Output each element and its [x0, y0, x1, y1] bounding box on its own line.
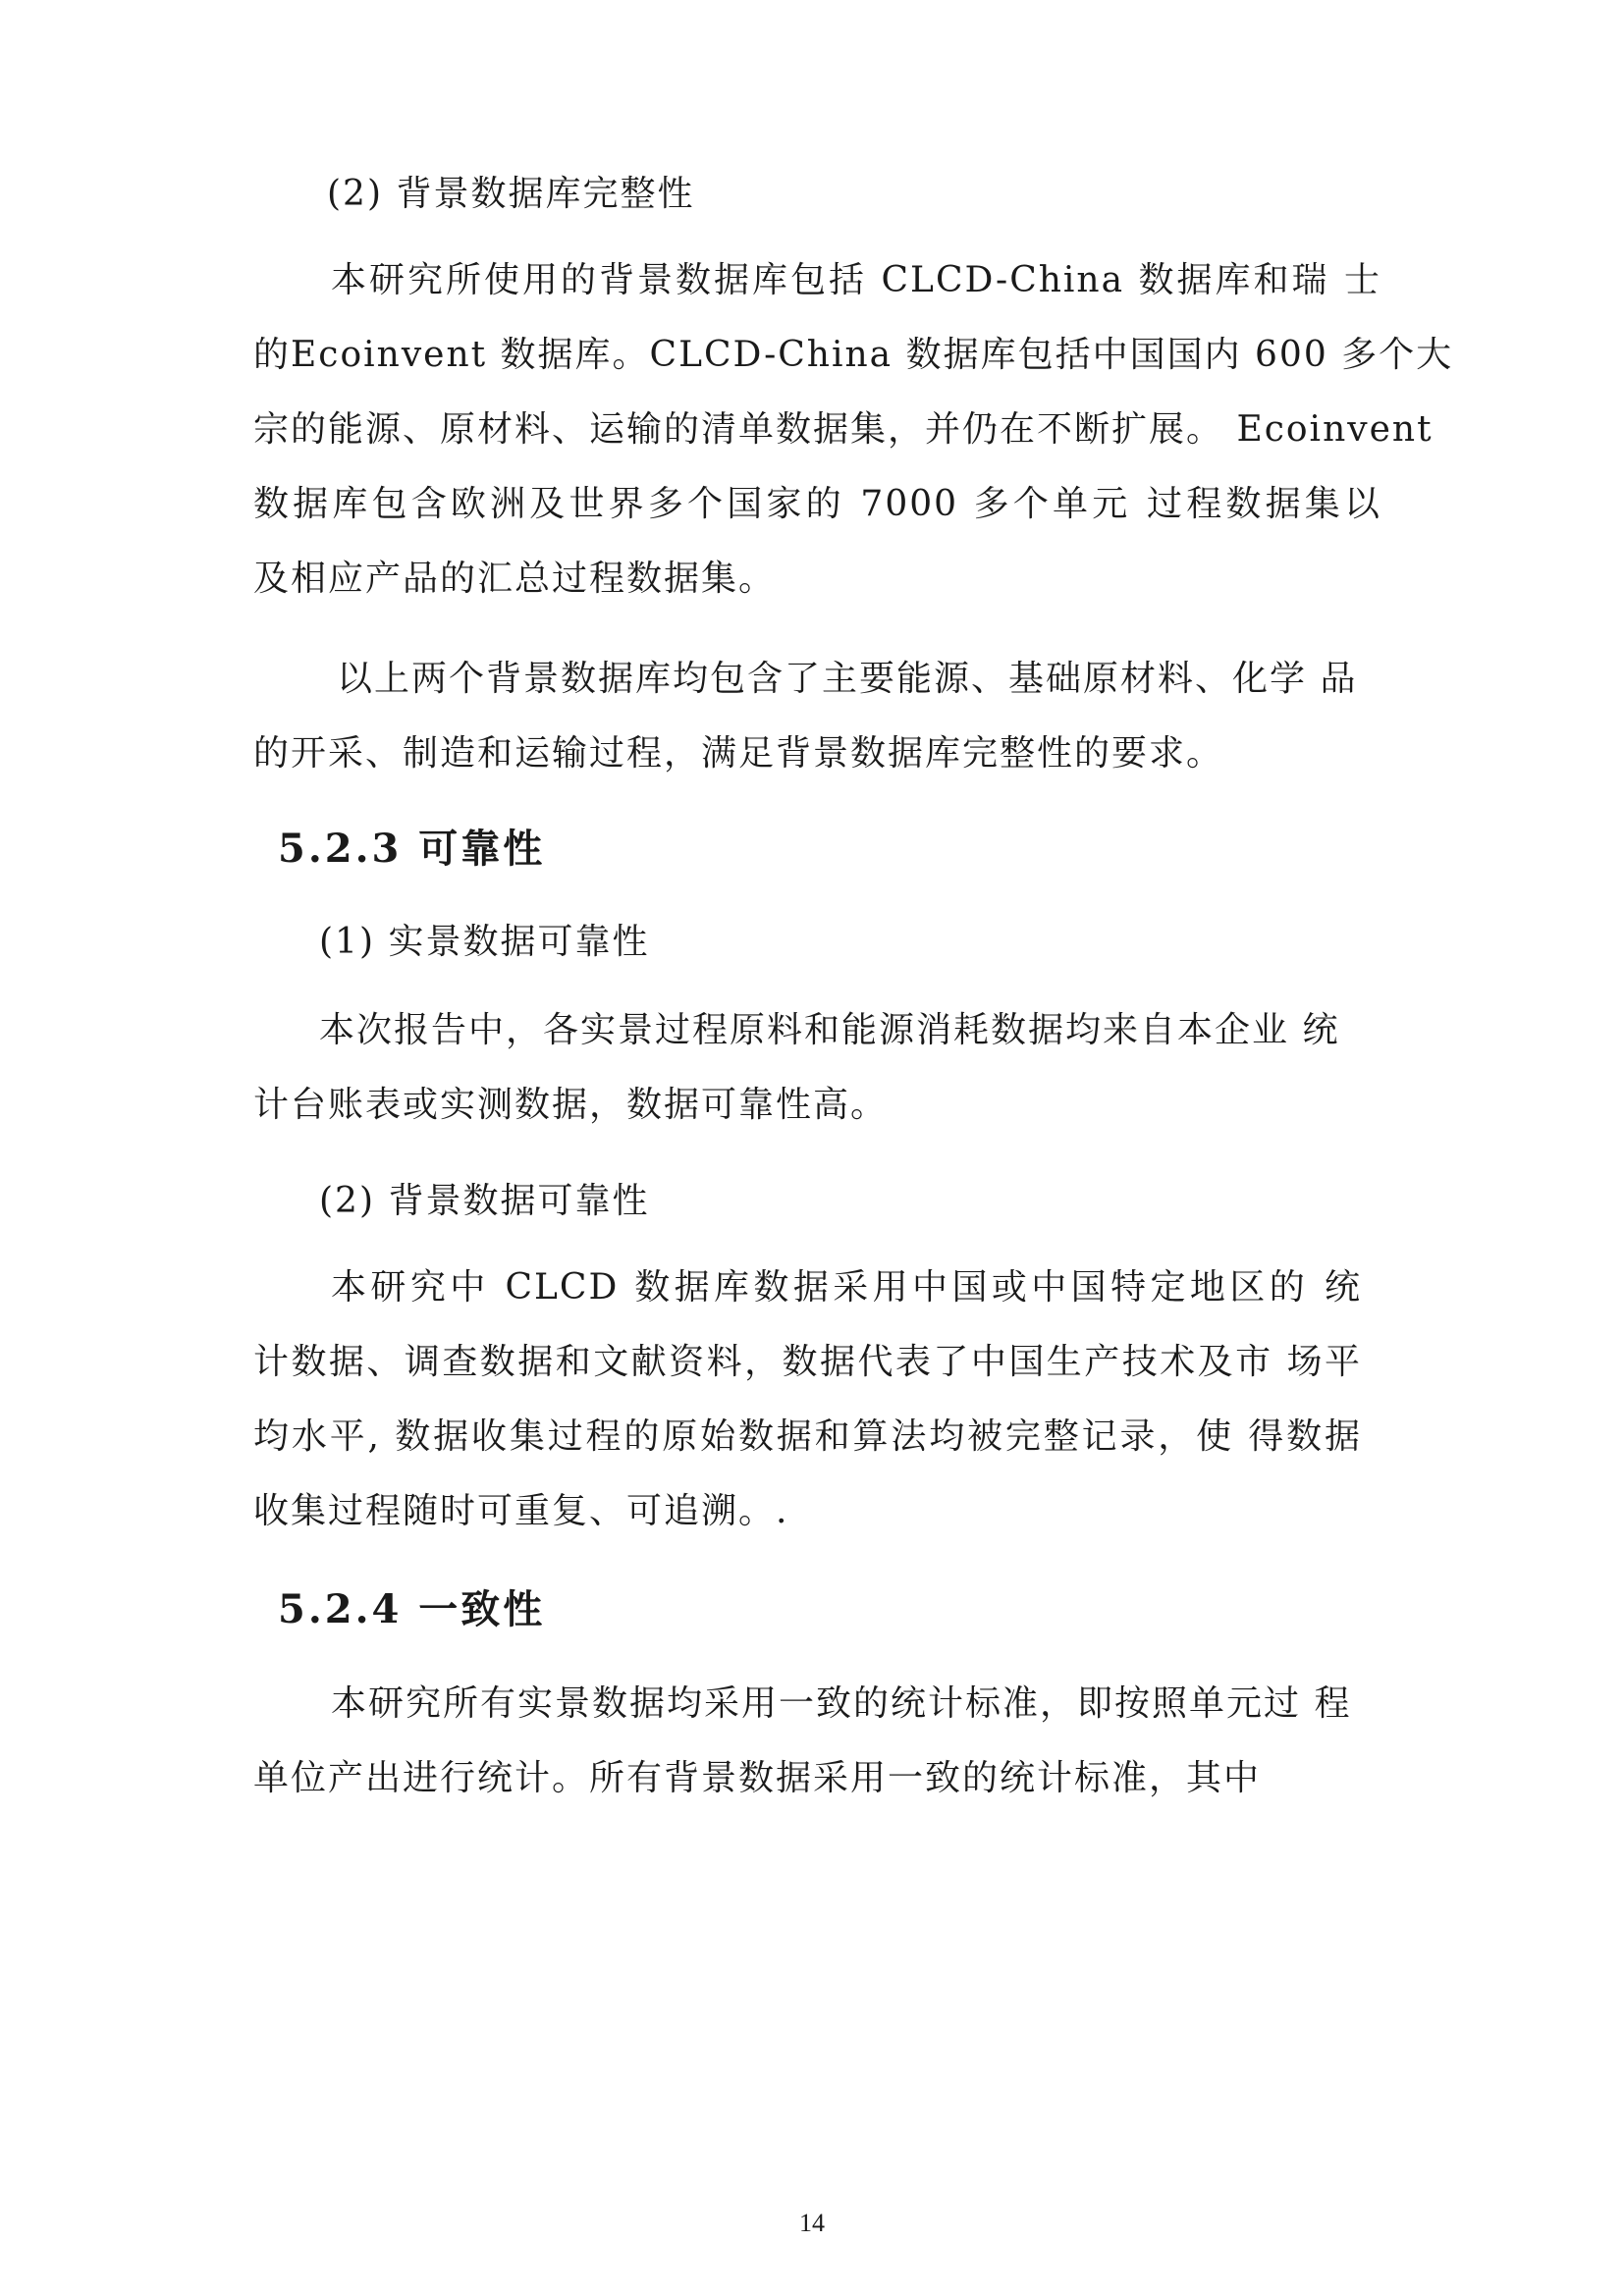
paragraph-line: 本研究所使用的背景数据库包括 CLCD-China 数据库和瑞 士 — [331, 260, 1381, 300]
paragraph-line: 计台账表或实测数据，数据可靠性高。 — [253, 1085, 889, 1125]
subsection-title-background-data-reliability: (2) 背景数据可靠性 — [319, 1181, 650, 1221]
paragraph-line: 本研究中 CLCD 数据库数据采用中国或中国特定地区的 统 — [331, 1267, 1362, 1308]
section-heading-consistency: 5.2.4 一致性 — [278, 1586, 546, 1632]
paragraph-line: 的开采、制造和运输过程，满足背景数据库完整性的要求。 — [253, 733, 1224, 774]
paragraph-line: 均水平, 数据收集过程的原始数据和算法均被完整记录，使 得数据 — [253, 1416, 1362, 1457]
paragraph-line: 单位产出进行统计。所有背景数据采用一致的统计标准，其中 — [253, 1758, 1262, 1798]
subsection-title-background-completeness: (2) 背景数据库完整性 — [327, 174, 695, 214]
paragraph-line: 计数据、调查数据和文献资料，数据代表了中国生产技术及市 场平 — [253, 1342, 1362, 1382]
section-heading-reliability: 5.2.3 可靠性 — [278, 826, 546, 872]
paragraph-line: 宗的能源、原材料、运输的清单数据集，并仍在不断扩展。 Ecoinvent — [253, 409, 1434, 450]
paragraph-line: 以上两个背景数据库均包含了主要能源、基础原材料、化学 品 — [337, 659, 1358, 699]
paragraph-line: 收集过程随时可重复、可追溯。. — [253, 1491, 789, 1531]
page-number: 14 — [799, 2209, 825, 2237]
subsection-title-field-data-reliability: (1) 实景数据可靠性 — [319, 922, 650, 962]
paragraph-line: 本研究所有实景数据均采用一致的统计标准，即按照单元过 程 — [331, 1683, 1352, 1724]
paragraph-line: 及相应产品的汇总过程数据集。 — [253, 559, 777, 599]
paragraph-line: 数据库包含欧洲及世界多个国家的 7000 多个单元 过程数据集以 — [253, 484, 1381, 524]
paragraph-line: 本次报告中，各实景过程原料和能源消耗数据均来自本企业 统 — [319, 1010, 1340, 1050]
paragraph-line: 的Ecoinvent 数据库。CLCD-China 数据库包括中国国内 600 多个大 — [253, 335, 1454, 375]
